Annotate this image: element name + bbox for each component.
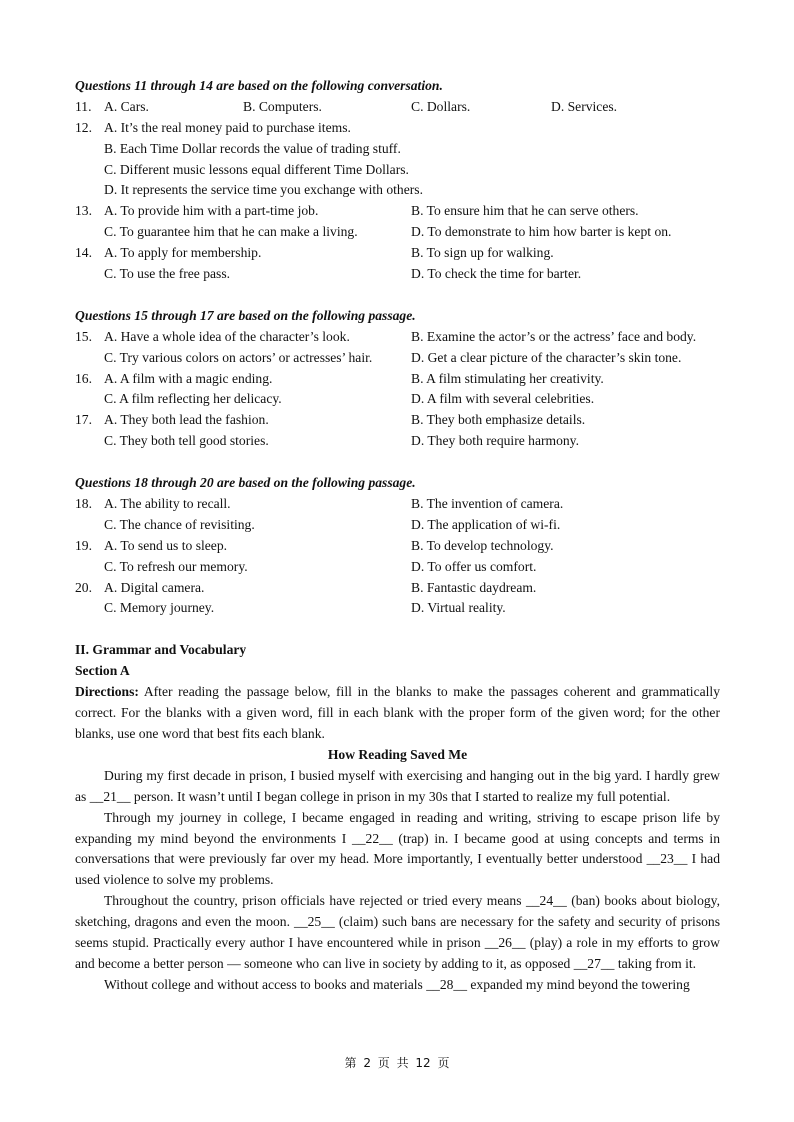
question-11 — [75, 97, 720, 118]
option-c: C. Try various colors on actors’ or actresses’ hair. — [104, 349, 373, 365]
question-20-cd — [75, 598, 720, 619]
question-number: 13. — [75, 203, 92, 219]
option-d: D. Get a clear picture of the character’s skin tone. — [411, 349, 682, 365]
question-number: 11. — [75, 98, 92, 114]
question-19-cd — [75, 557, 720, 578]
passage-paragraph: Throughout the country, prison officials have rejected or tried every means __24__ (ban) books about biology, sketching, dragons and even the moon. __25__ (claim) such bans are necessary for the safety and security of prisons seems stupid. Practically every author I have encountered while in prison __26__ (play) a role in my efforts to grow and become a better person — someone who can live in society by adding to it, as opposed __27__ taking from it. — [75, 893, 720, 971]
option-c: C. Different music lessons equal different Time Dollars. — [104, 161, 409, 177]
option-c: C. To refresh our memory. — [104, 558, 248, 574]
question-18 — [75, 494, 720, 515]
option-c: C. A film reflecting her delicacy. — [104, 391, 282, 407]
group-header: Questions 18 through 20 are based on the following passage. — [75, 475, 416, 491]
option-c: C. Memory journey. — [104, 600, 215, 616]
question-12-d — [75, 180, 720, 201]
option-a: A. The ability to recall. — [104, 496, 231, 512]
option-d: D. To check the time for barter. — [411, 266, 582, 282]
question-number: 15. — [75, 328, 92, 344]
option-a: A. Have a whole idea of the character’s look. — [104, 328, 350, 344]
question-14 — [75, 243, 720, 264]
question-12-c — [75, 160, 720, 181]
directions-text: After reading the passage below, fill in the blanks to make the passages coherent and grammatically correct. For the blanks with a given word, fill in each blank with the proper form of the given word; for the other blanks, use one word that best fits each blank. — [75, 684, 720, 741]
question-number: 20. — [75, 579, 92, 595]
option-d: D. To demonstrate to him how barter is kept on. — [411, 224, 672, 240]
option-a: A. It’s the real money paid to purchase items. — [104, 119, 351, 135]
option-a: A. To apply for membership. — [104, 245, 262, 261]
question-13-cd — [75, 222, 720, 243]
option-d: D. Services. — [551, 98, 618, 114]
option-c: C. To use the free pass. — [104, 266, 231, 282]
question-19 — [75, 536, 720, 557]
question-number: 14. — [75, 245, 92, 261]
option-b: B. To sign up for walking. — [411, 245, 554, 261]
option-c: C. To guarantee him that he can make a living. — [104, 224, 358, 240]
question-number: 16. — [75, 370, 92, 386]
option-c: C. Dollars. — [411, 98, 471, 114]
option-c: C. The chance of revisiting. — [104, 516, 255, 532]
exam-page — [75, 76, 720, 996]
section-subtitle: Section A — [75, 663, 130, 679]
passage-paragraph: Through my journey in college, I became engaged in reading and writing, striving to escape prison life by expanding my mind beyond the environments I __22__ (trap) in. I became good at using concepts and terms in conversations that were previously far over my head. More importantly, I eventually better understood __23__ I had used violence to solve my problems. — [75, 809, 720, 888]
option-b: B. Computers. — [243, 98, 322, 114]
passage-paragraph: Without college and without access to books and materials __28__ expanded my mind beyond the towering — [104, 976, 690, 992]
question-number: 18. — [75, 496, 92, 512]
question-12 — [75, 118, 720, 139]
option-a: A. To provide him with a part-time job. — [104, 203, 319, 219]
option-b: B. Examine the actor’s or the actress’ face and body. — [411, 328, 697, 344]
group-header: Questions 11 through 14 are based on the following conversation. — [75, 78, 443, 93]
option-d: D. It represents the service time you exchange with others. — [104, 182, 423, 198]
option-a: A. Cars. — [104, 98, 149, 114]
option-d: D. To offer us comfort. — [411, 558, 537, 574]
option-b: B. To develop technology. — [411, 537, 554, 553]
option-b: B. They both emphasize details. — [411, 412, 586, 428]
option-b: B. The invention of camera. — [411, 496, 564, 512]
question-16 — [75, 369, 720, 390]
question-number: 19. — [75, 537, 92, 553]
question-12-b — [75, 139, 720, 160]
question-17 — [75, 410, 720, 431]
passage-title: How Reading Saved Me — [327, 746, 468, 762]
option-b: B. Each Time Dollar records the value of trading stuff. — [104, 140, 401, 156]
question-20 — [75, 578, 720, 599]
section-title: II. Grammar and Vocabulary — [75, 642, 247, 658]
option-c: C. They both tell good stories. — [104, 433, 269, 449]
question-number: 17. — [75, 412, 92, 428]
option-d: D. A film with several celebrities. — [411, 391, 595, 407]
question-17-cd — [75, 431, 720, 452]
option-b: B. Fantastic daydream. — [411, 579, 537, 595]
option-a: A. They both lead the fashion. — [104, 412, 269, 428]
option-d: D. They both require harmony. — [411, 433, 579, 449]
question-number: 12. — [75, 119, 92, 135]
directions — [75, 682, 720, 745]
question-18-cd — [75, 515, 720, 536]
passage-paragraph: During my first decade in prison, I busied myself with exercising and hanging out in the big yard. I hardly grew as __21__ person. It wasn’t until I began college in prison in my 30s that I started to realize my full potential. — [75, 767, 720, 804]
group-header: Questions 15 through 17 are based on the following passage. — [75, 307, 416, 323]
question-15 — [75, 327, 720, 348]
option-a: A. A film with a magic ending. — [104, 370, 273, 386]
page-footer: 第 2 页 共 12 页 — [344, 1056, 450, 1070]
question-16-cd — [75, 389, 720, 410]
question-13 — [75, 201, 720, 222]
question-15-cd — [75, 348, 720, 369]
option-b: B. To ensure him that he can serve others. — [411, 203, 639, 219]
option-d: D. Virtual reality. — [411, 600, 506, 616]
option-b: B. A film stimulating her creativity. — [411, 370, 604, 386]
option-a: A. To send us to sleep. — [104, 537, 228, 553]
directions-label: Directions: — [75, 684, 139, 700]
question-14-cd — [75, 264, 720, 285]
option-d: D. The application of wi-fi. — [411, 516, 561, 532]
option-a: A. Digital camera. — [104, 579, 205, 595]
